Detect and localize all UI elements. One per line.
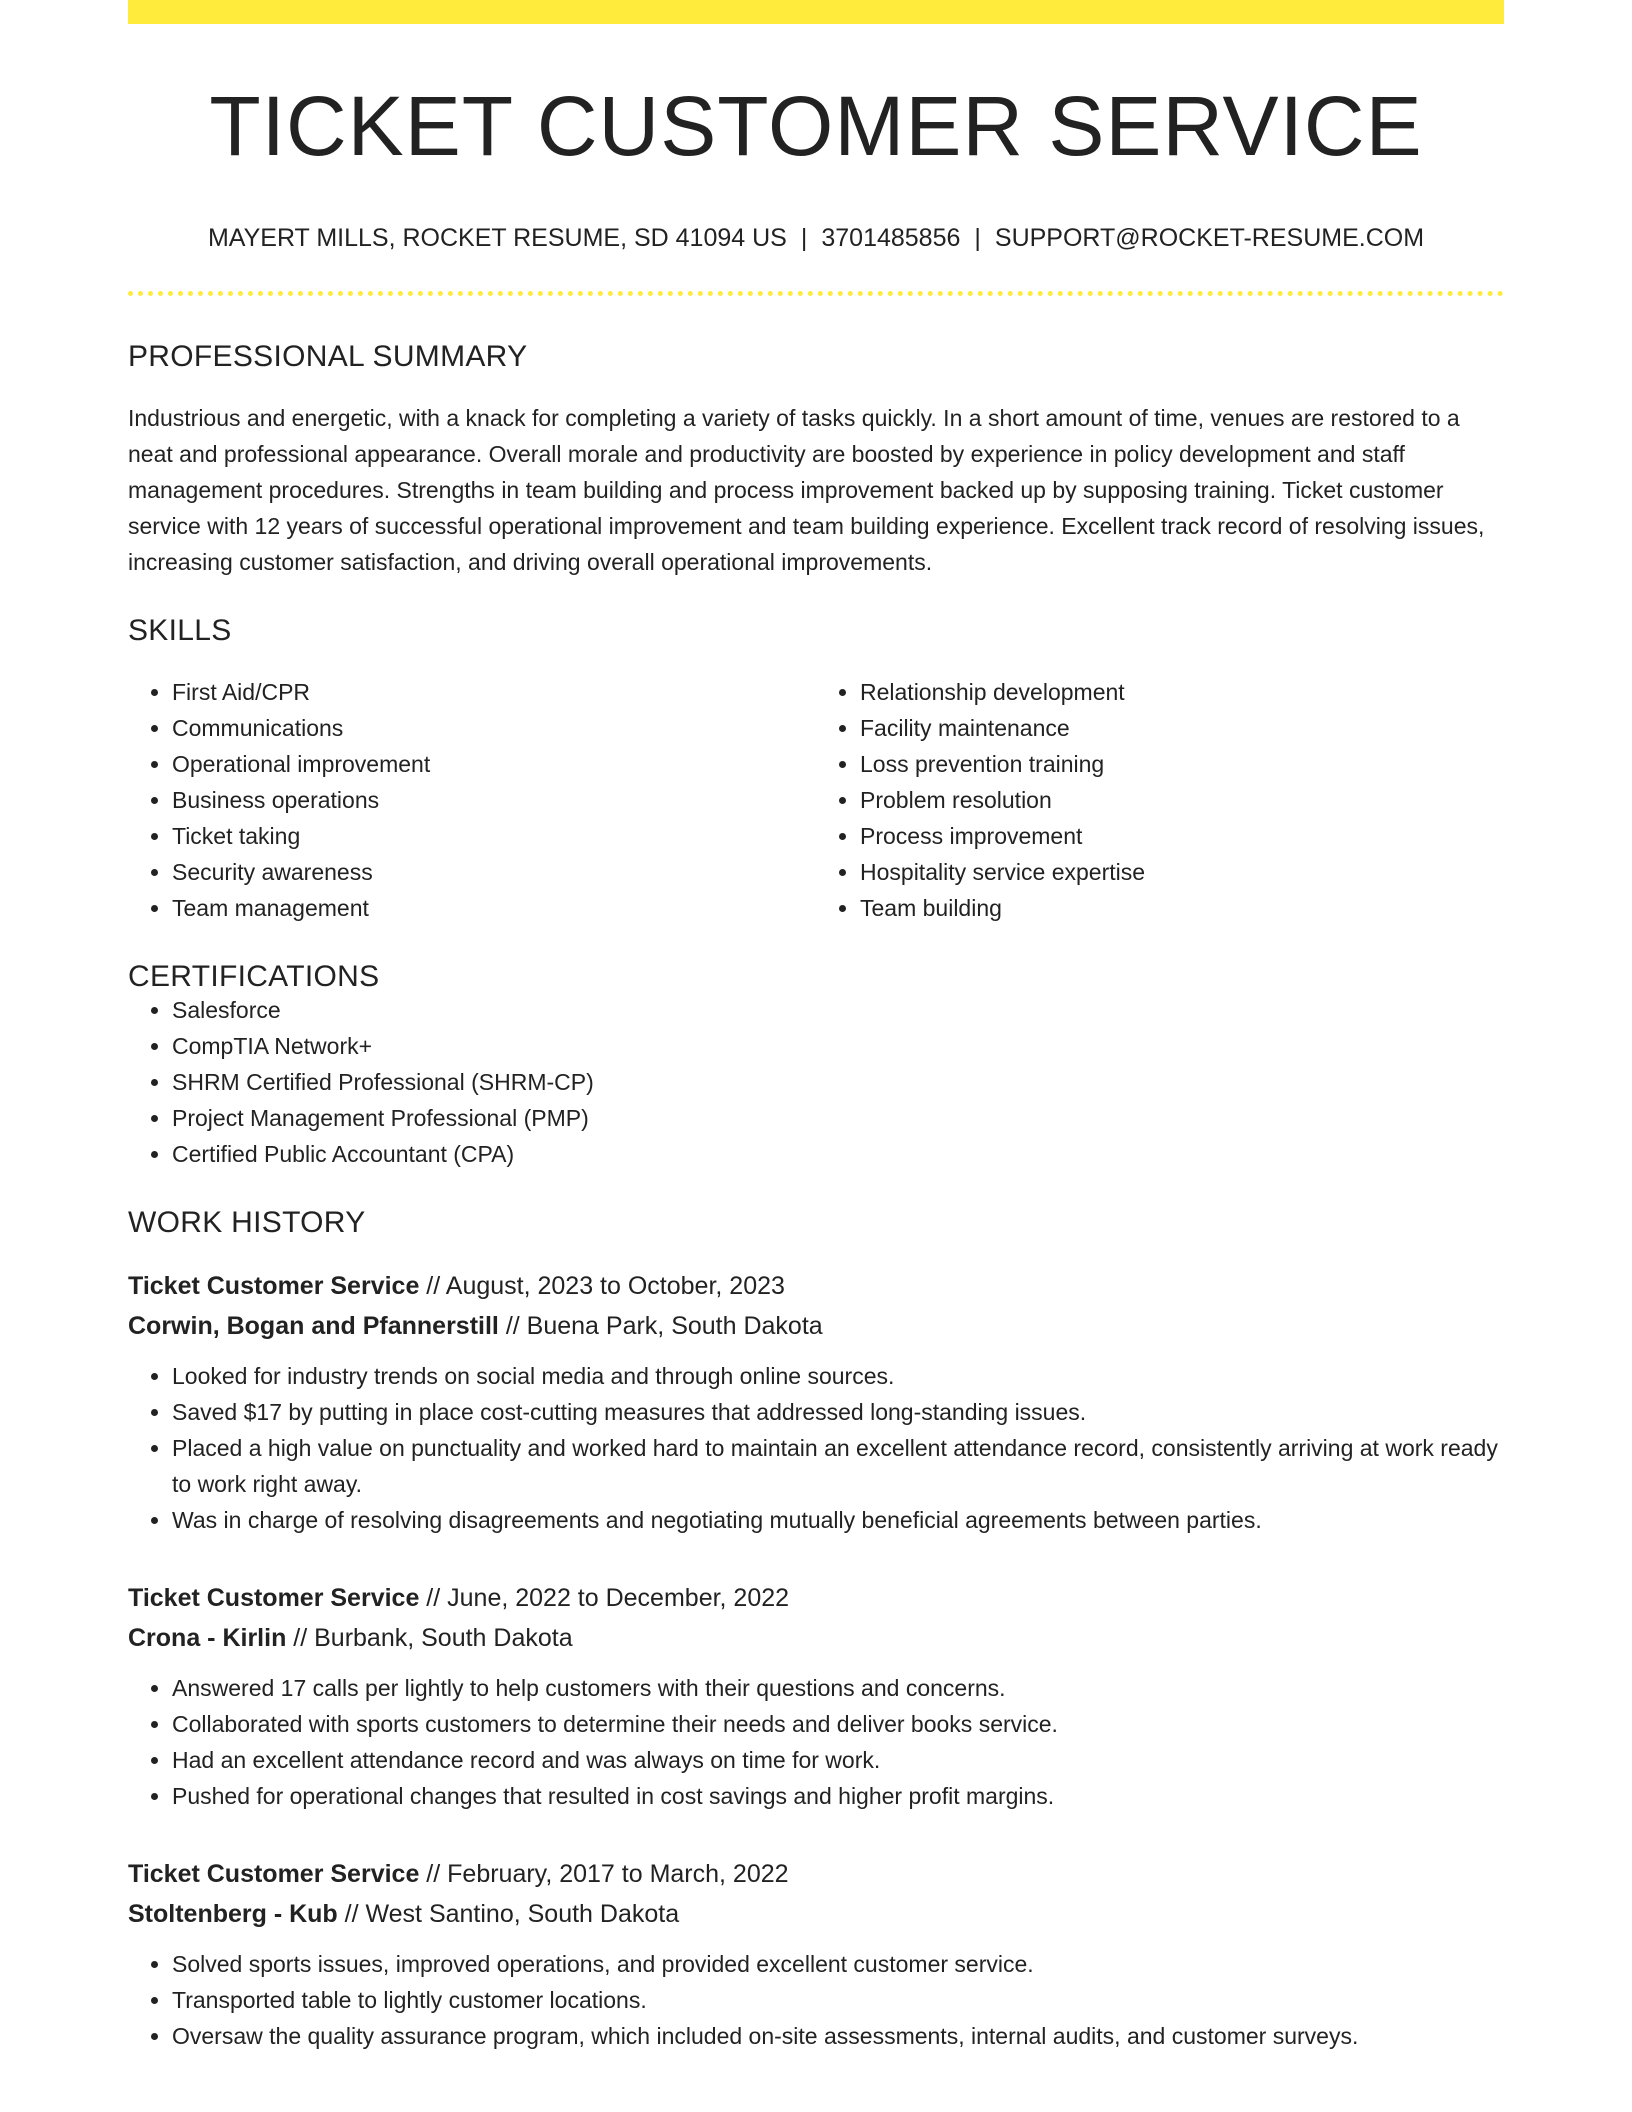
- job-role: Ticket Customer Service: [128, 1272, 420, 1300]
- skill-item: • Hospitality service expertise: [860, 854, 1504, 890]
- job-duty: • Saved $17 by putting in place cost-cutting measures that addressed long-standing issues.: [172, 1394, 1504, 1430]
- certification-item: • Salesforce: [172, 992, 1504, 1028]
- job-duty: • Placed a high value on punctuality and worked hard to maintain an excellent attendance record, consistently arriving at work ready to work right away.: [172, 1430, 1504, 1502]
- skills-list-right: [816, 674, 1504, 926]
- job-company-line: [128, 1894, 1504, 1934]
- resume-page: [128, 0, 1504, 2054]
- job-company-line: [128, 1306, 1504, 1346]
- contact-separator: |: [974, 224, 981, 252]
- job-entry: [128, 1854, 1504, 2054]
- work-history-heading: WORK HISTORY: [128, 1206, 366, 1239]
- job-company-line: [128, 1618, 1504, 1658]
- job-duty: • Had an excellent attendance record and was always on time for work.: [172, 1742, 1504, 1778]
- certifications-list: [128, 992, 1504, 1172]
- job-role-line: [128, 1266, 1504, 1306]
- job-role: Ticket Customer Service: [128, 1860, 420, 1888]
- top-accent-bar: [128, 0, 1504, 24]
- contact-email: SUPPORT@ROCKET-RESUME.COM: [994, 224, 1425, 252]
- job-entry: [128, 1578, 1504, 1814]
- certification-item: • CompTIA Network+: [172, 1028, 1504, 1064]
- job-role-line: [128, 1578, 1504, 1618]
- job-company: Stoltenberg - Kub: [128, 1900, 338, 1928]
- job-duty: • Oversaw the quality assurance program, which included on-site assessments, internal audits, and customer surveys.: [172, 2018, 1504, 2054]
- skill-item: • First Aid/CPR: [172, 674, 816, 710]
- certification-item: • Certified Public Accountant (CPA): [172, 1136, 1504, 1172]
- job-dates: // June, 2022 to December, 2022: [419, 1584, 790, 1612]
- job-company: Corwin, Bogan and Pfannerstill: [128, 1312, 499, 1340]
- job-duties-list: [128, 1670, 1504, 1814]
- skill-item: • Process improvement: [860, 818, 1504, 854]
- skill-item: • Communications: [172, 710, 816, 746]
- job-duty: • Transported table to lightly customer locations.: [172, 1982, 1504, 2018]
- skills-columns: [128, 674, 1504, 926]
- certification-item: • Project Management Professional (PMP): [172, 1100, 1504, 1136]
- job-duties-list: [128, 1358, 1504, 1538]
- job-duty: • Looked for industry trends on social media and through online sources.: [172, 1358, 1504, 1394]
- header-divider: [128, 291, 1504, 296]
- skill-item: • Business operations: [172, 782, 816, 818]
- skill-item: • Relationship development: [860, 674, 1504, 710]
- job-location: // West Santino, South Dakota: [337, 1900, 680, 1928]
- job-company: Crona - Kirlin: [128, 1624, 287, 1652]
- job-duty: • Solved sports issues, improved operations, and provided excellent customer service.: [172, 1946, 1504, 1982]
- summary-heading: PROFESSIONAL SUMMARY: [128, 340, 528, 373]
- job-entry: [128, 1266, 1504, 1538]
- job-location: // Burbank, South Dakota: [286, 1624, 573, 1652]
- summary-text: Industrious and energetic, with a knack for completing a variety of tasks quickly. In a short amount of time, venues are restored to a neat and professional appearance. Overall morale and productivity are boosted by experience in policy development and staff management procedures. Strengths in team building and process improvement backed up by supposing training. Ticket customer service with 12 years of successful operational improvement and team building experience. Excellent track record of resolving issues, increasing customer satisfaction, and driving overall operational improvements.: [128, 405, 1485, 575]
- job-duty: • Answered 17 calls per lightly to help customers with their questions and concerns.: [172, 1670, 1504, 1706]
- job-role: Ticket Customer Service: [128, 1584, 420, 1612]
- job-duty: • Collaborated with sports customers to determine their needs and deliver books service.: [172, 1706, 1504, 1742]
- job-dates: // August, 2023 to October, 2023: [419, 1272, 785, 1300]
- skill-item: • Team management: [172, 890, 816, 926]
- skill-item: • Security awareness: [172, 854, 816, 890]
- skills-list-left: [128, 674, 816, 926]
- certifications-heading: CERTIFICATIONS: [128, 960, 380, 993]
- job-duty: • Was in charge of resolving disagreements and negotiating mutually beneficial agreements between parties.: [172, 1502, 1504, 1538]
- job-role-line: [128, 1854, 1504, 1894]
- certification-item: • SHRM Certified Professional (SHRM-CP): [172, 1064, 1504, 1100]
- contact-line: [128, 226, 1504, 251]
- job-location: // Buena Park, South Dakota: [498, 1312, 823, 1340]
- skill-item: • Team building: [860, 890, 1504, 926]
- resume-title: TICKET CUSTOMER SERVICE: [209, 79, 1423, 173]
- contact-address: MAYERT MILLS, ROCKET RESUME, SD 41094 US: [207, 224, 787, 252]
- skill-item: • Problem resolution: [860, 782, 1504, 818]
- job-dates: // February, 2017 to March, 2022: [419, 1860, 789, 1888]
- skill-item: • Loss prevention training: [860, 746, 1504, 782]
- contact-separator: |: [800, 224, 808, 252]
- skill-item: • Ticket taking: [172, 818, 816, 854]
- job-duties-list: [128, 1946, 1504, 2054]
- job-duty: • Pushed for operational changes that resulted in cost savings and higher profit margins.: [172, 1778, 1504, 1814]
- skills-heading: SKILLS: [128, 614, 232, 647]
- skill-item: • Facility maintenance: [860, 710, 1504, 746]
- skill-item: • Operational improvement: [172, 746, 816, 782]
- contact-phone: 3701485856: [821, 224, 961, 252]
